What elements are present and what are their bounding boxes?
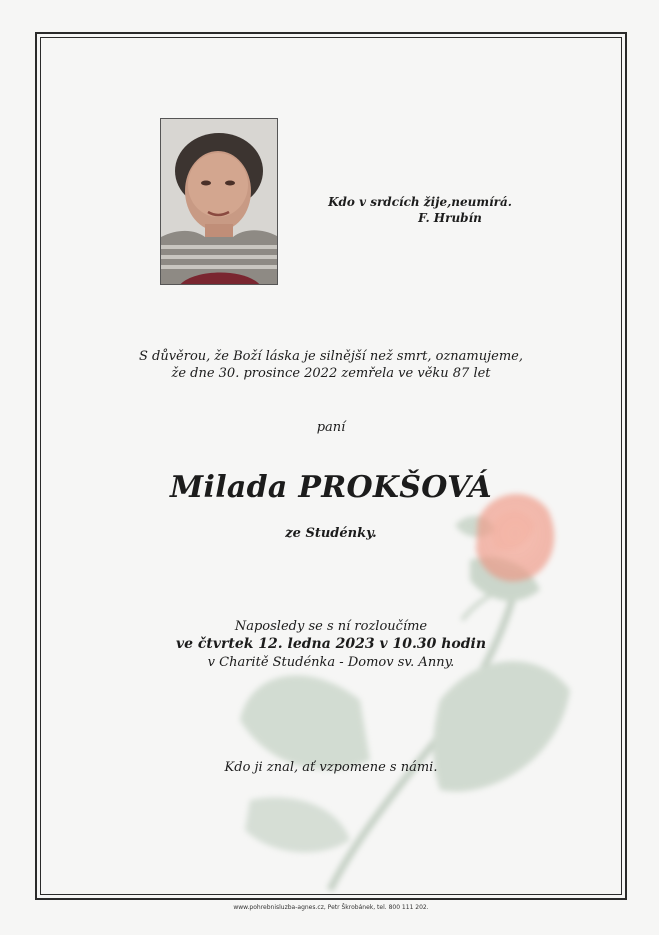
footer-contact: www.pohrebnisluzba-agnes.cz, Petr Škrobánek, tel. 800 111 202. <box>233 904 429 911</box>
origin: ze Studénky. <box>285 526 377 541</box>
title-prefix: paní <box>316 420 346 435</box>
deceased-name: Milada PROKŠOVÁ <box>170 470 492 505</box>
farewell-line-1: Naposledy se s ní rozloučíme <box>234 619 428 634</box>
announcement-line-1: S důvěrou, že Boží láska je silnější než smrt, oznamujeme, <box>138 349 523 364</box>
announcement-line-2: že dne 30. prosince 2022 zemřela ve věku 87 let <box>171 366 491 381</box>
closing-line: Kdo ji znal, ať vzpomene s námi. <box>224 760 438 775</box>
farewell-place: v Charitě Studénka - Domov sv. Anny. <box>207 655 455 670</box>
quote-author: F. Hrubín <box>418 211 482 225</box>
portrait-photo <box>160 118 278 285</box>
farewell-date-time: ve čtvrtek 12. ledna 2023 v 10.30 hodin <box>175 636 487 652</box>
quote-text: Kdo v srdcích žije,neumírá. <box>328 195 512 209</box>
